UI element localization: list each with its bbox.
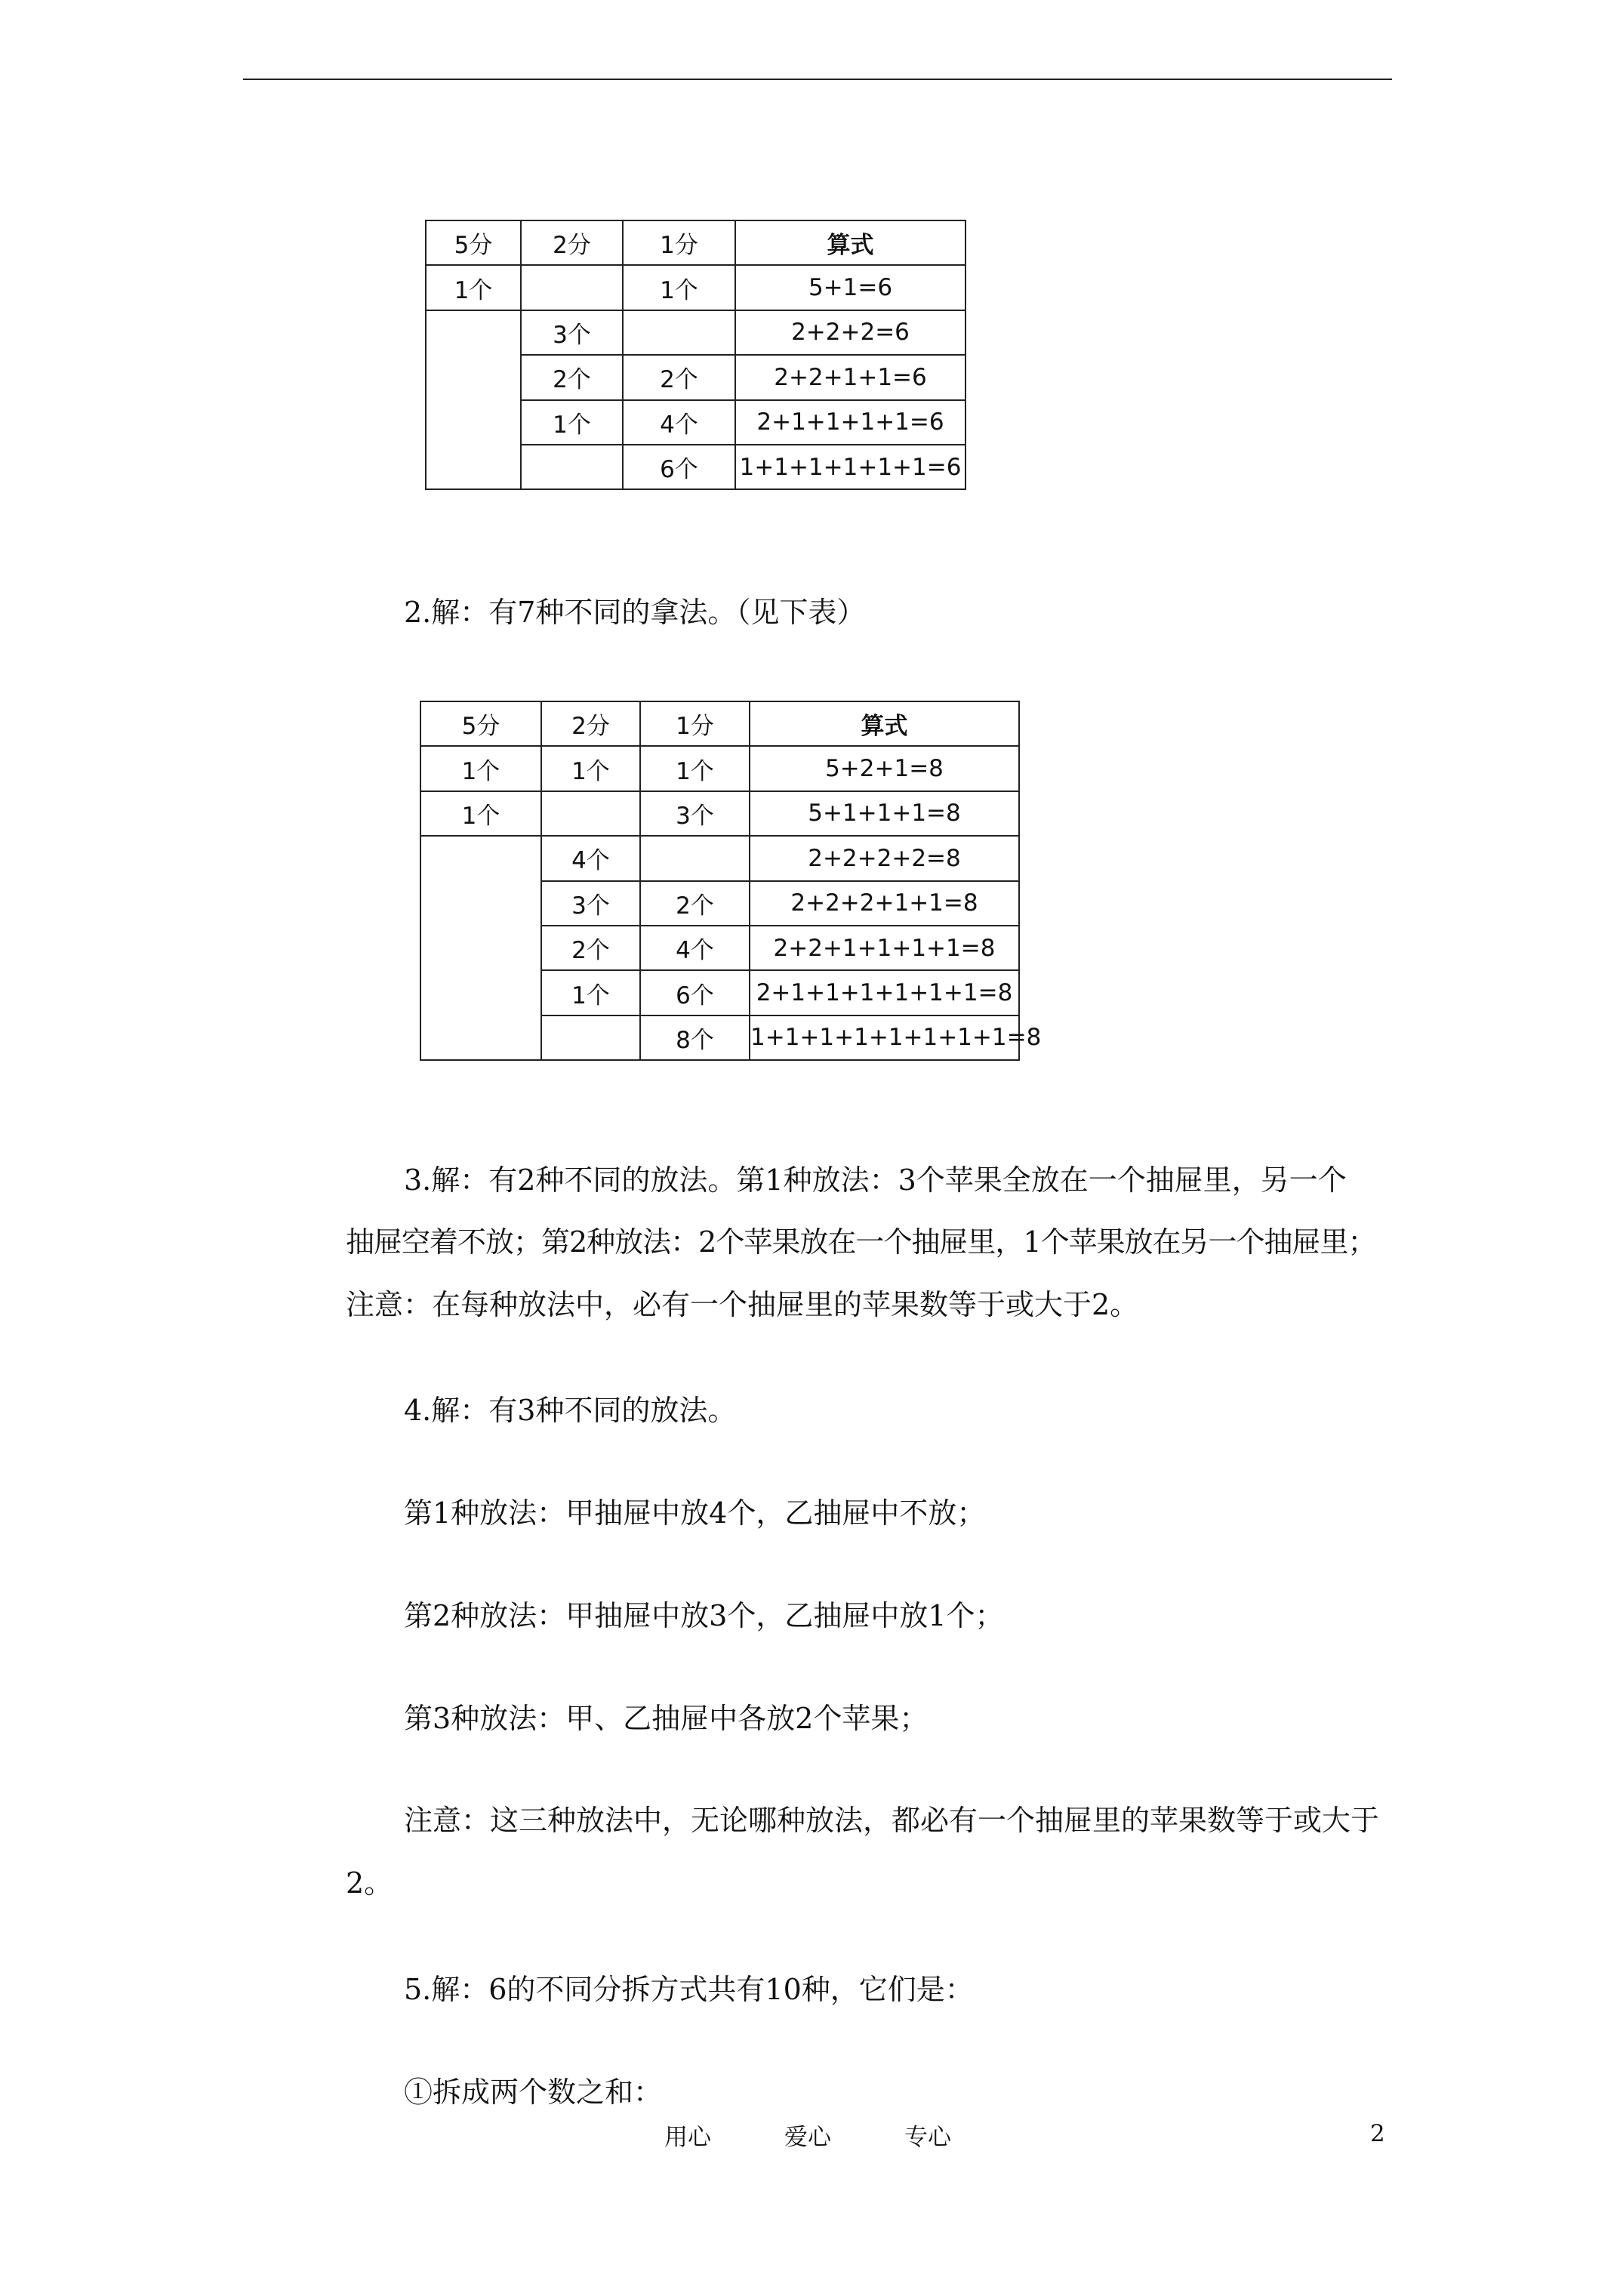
header-2fen: 2分	[521, 220, 623, 265]
table-header-row	[420, 701, 1019, 746]
cell-2fen: 1个	[541, 746, 640, 791]
answer-4-way-3: 第3种放法：甲、乙抽屉中各放2个苹果；	[404, 1702, 929, 1735]
cell-formula: 2+1+1+1+1+1+1=8	[750, 970, 1019, 1015]
cell-1fen: 2个	[640, 881, 750, 926]
cell-1fen: 4个	[623, 400, 735, 445]
cell-formula: 5+1=6	[735, 265, 965, 310]
cell-2fen: 1个	[541, 970, 640, 1015]
cell-formula: 1+1+1+1+1+1=6	[735, 445, 965, 489]
cell-1fen: 3个	[640, 791, 750, 836]
answer-2: 2.解：有7种不同的拿法。（见下表）	[404, 596, 866, 629]
cell-2fen	[541, 791, 640, 836]
footer-motto	[664, 2118, 951, 2152]
cell-1fen: 2个	[623, 355, 735, 399]
header-5fen: 5分	[426, 220, 521, 265]
answer-3-line-2: 抽屉空着不放；第2种放法：2个苹果放在一个抽屉里，1个苹果放在另一个抽屉里；	[346, 1225, 1376, 1259]
answer-4-note-line-1: 注意：这三种放法中，无论哪种放法，都必有一个抽屉里的苹果数等于或大于	[404, 1804, 1380, 1837]
header-formula: 算式	[750, 701, 1019, 746]
table-row	[420, 836, 1019, 880]
cell-formula: 2+2+1+1=6	[735, 355, 965, 399]
answer-5-item-1: ①拆成两个数之和：	[404, 2076, 663, 2109]
cell-1fen: 6个	[623, 445, 735, 489]
answer-3-line-3: 注意：在每种放法中，必有一个抽屉里的苹果数等于或大于2。	[346, 1288, 1139, 1321]
header-1fen: 1分	[640, 701, 750, 746]
cell-2fen: 3个	[541, 881, 640, 926]
header-5fen: 5分	[420, 701, 541, 746]
cell-formula: 2+2+1+1+1+1=8	[750, 926, 1019, 970]
cell-1fen: 1个	[640, 746, 750, 791]
cell-formula: 2+2+2+1+1=8	[750, 881, 1019, 926]
answer-4: 4.解：有3种不同的放法。	[404, 1394, 737, 1427]
cell-1fen: 4个	[640, 926, 750, 970]
answer-4-way-2: 第2种放法：甲抽屉中放3个，乙抽屉中放1个；	[404, 1599, 1004, 1632]
cell-5fen-merged	[420, 836, 541, 1060]
cell-2fen: 3个	[521, 310, 623, 355]
answer-4-note-line-2: 2。	[346, 1866, 393, 1900]
cell-formula: 2+2+2+2=8	[750, 836, 1019, 880]
coin-combination-table-8	[420, 701, 1042, 1061]
footer-word: 爱心	[784, 2124, 831, 2151]
coin-combination-table-6	[425, 220, 966, 490]
cell-formula: 2+2+2=6	[735, 310, 965, 355]
cell-1fen: 1个	[623, 265, 735, 310]
cell-2fen	[541, 1015, 640, 1060]
cell-2fen: 4个	[541, 836, 640, 880]
cell-1fen	[640, 836, 750, 880]
cell-formula: 5+2+1=8	[750, 746, 1019, 791]
cell-2fen: 2个	[541, 926, 640, 970]
table-row	[420, 746, 1019, 791]
cell-5fen: 1个	[420, 746, 541, 791]
answer-5: 5.解：6的不同分拆方式共有10种，它们是：	[404, 1973, 974, 2006]
cell-5fen: 1个	[426, 265, 521, 310]
cell-1fen: 6个	[640, 970, 750, 1015]
footer-word: 用心	[664, 2124, 711, 2151]
cell-5fen-merged	[426, 310, 521, 490]
table-header-row	[426, 220, 965, 265]
cell-1fen	[623, 310, 735, 355]
cell-formula: 5+1+1+1=8	[750, 791, 1019, 836]
cell-2fen: 1个	[521, 400, 623, 445]
cell-formula: 1+1+1+1+1+1+1+1=8	[750, 1015, 1019, 1060]
cell-5fen: 1个	[420, 791, 541, 836]
cell-2fen	[521, 265, 623, 310]
header-2fen: 2分	[541, 701, 640, 746]
cell-2fen	[521, 445, 623, 489]
cell-1fen: 8个	[640, 1015, 750, 1060]
page-number: 2	[1370, 2120, 1385, 2147]
cell-2fen: 2个	[521, 355, 623, 399]
table-row	[426, 310, 965, 355]
answer-4-way-1: 第1种放法：甲抽屉中放4个，乙抽屉中不放；	[404, 1496, 986, 1530]
answer-3-line-1: 3.解：有2种不同的放法。第1种放法：3个苹果全放在一个抽屉里，另一个	[404, 1163, 1347, 1197]
header-1fen: 1分	[623, 220, 735, 265]
table-row	[426, 265, 965, 310]
header-rule	[243, 79, 1392, 80]
table-row	[420, 791, 1019, 836]
footer-word: 专心	[904, 2124, 951, 2151]
cell-formula: 2+1+1+1+1=6	[735, 400, 965, 445]
header-formula: 算式	[735, 220, 965, 265]
